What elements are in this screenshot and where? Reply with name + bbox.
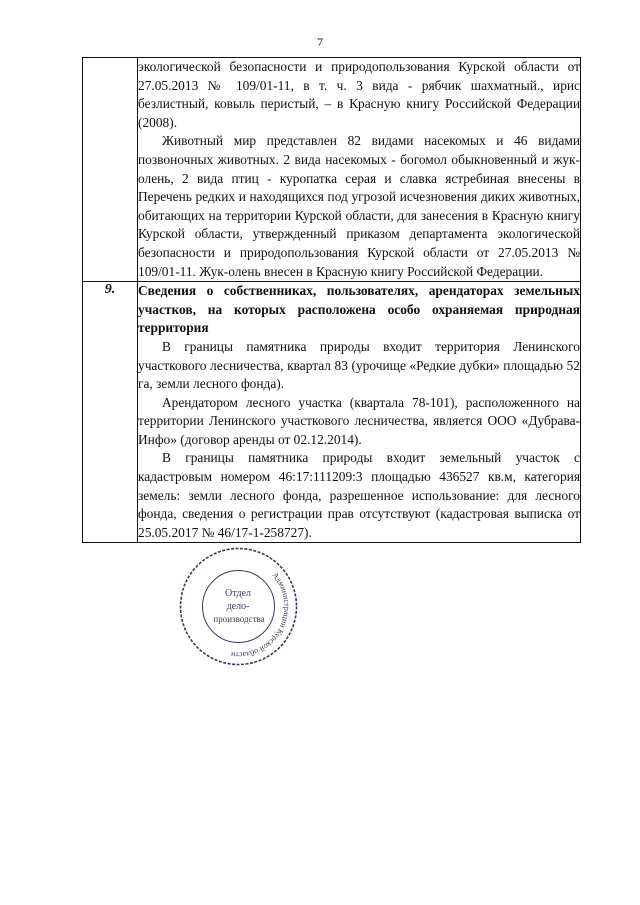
paragraph: экологической безопасности и природопользования Курской области от 27.05.2013 № 109/01-11, в т. ч. 3 вида - рябчик шахматный., ирис безлистный, ковыль перистый, – в Красную книгу Российской Федерации (2008).: [138, 59, 580, 130]
office-stamp: [176, 544, 301, 669]
paragraph: В границы памятника природы входит земельный участок с кадастровым номером 46:17:111209:3 площадью 436527 кв.м, категория земель: земли лесного фонда, разрешенное использование: для лесного фонда, сведения о регистрации прав отсутствуют (кадастровая выписка от 25.05.2017 № 46/17-1-258727).: [138, 450, 580, 540]
row-content-cell: [138, 58, 581, 282]
paragraph: Животный мир представлен 82 видами насекомых и 46 видами позвоночных животных. 2 вида насекомых - богомол обыкновенный и жук-олень, 2 вида птиц - куропатка серая и славка ястребиная внесены в Перечень редких и находящихся под угрозой исчезновения диких животных, обитающих на территории Курской области, для занесения в Красную книгу Курской области, утвержденный приказом департамента экологической безопасности и природопользования Курской области от 27.05.2013 № 109/01-11. Жук-олень внесен в Красную книгу Российской Федерации.: [138, 133, 580, 279]
stamp-center-line: Отдел: [225, 588, 251, 599]
row-heading: Сведения о собственниках, пользователях, арендаторах земельных участков, на которых расположена особо охраняемая природная территория: [138, 283, 580, 336]
paragraph: Арендатором лесного участка (квартала 78-101), расположенного на территории Ленинского участкового лесничества, является ООО «Дубрава-Инфо» (договор аренды от 02.12.2014).: [138, 394, 580, 447]
row-content-cell: [138, 282, 581, 543]
stamp-center-line: дело-: [226, 601, 250, 612]
row-number-cell: [83, 58, 138, 282]
table-row: [83, 282, 581, 543]
stamp-center-line: производства: [213, 614, 265, 624]
stamp-ring-text: Администрации Курской области: [230, 570, 292, 660]
table-row: [83, 58, 581, 282]
document-table: [82, 57, 581, 543]
paragraph: В границы памятника природы входит территория Ленинского участкового лесничества, квартал 83 (урочище «Редкие дубки» площадью 52 га, земли лесного фонда).: [138, 338, 580, 392]
row-number-cell: 9.: [83, 282, 138, 543]
page-number: 7: [317, 35, 323, 49]
